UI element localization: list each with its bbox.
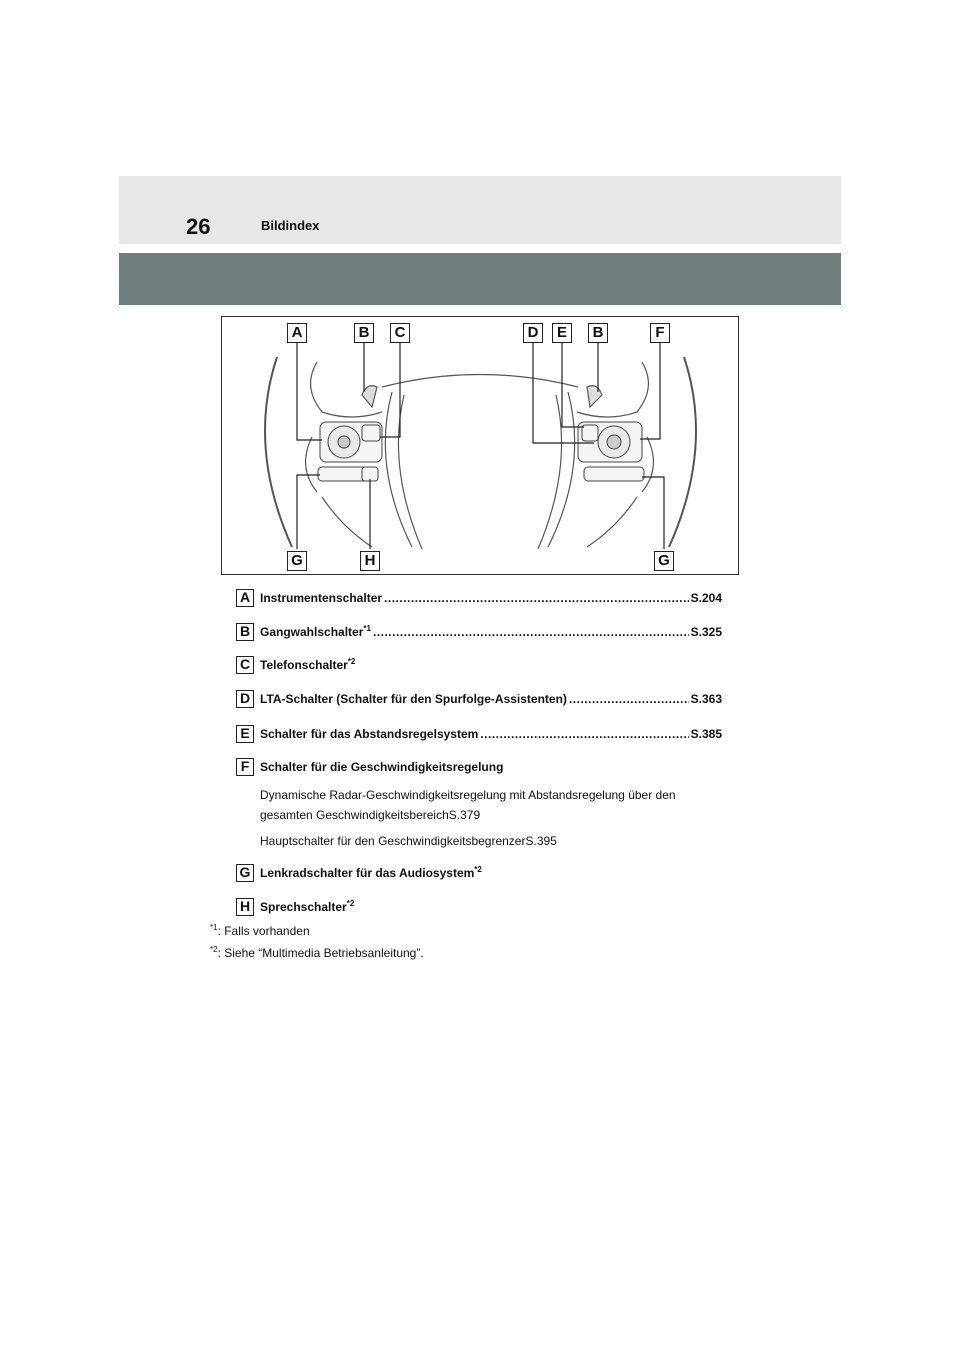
label-b-right: B — [588, 323, 608, 343]
entry-text: Schalter für das Abstandsregelsystem — [260, 727, 479, 741]
entry-key: A — [236, 589, 254, 607]
entry-page[interactable]: S.325 — [690, 625, 722, 639]
label-g-left: G — [287, 551, 307, 571]
section-title: Bildindex — [261, 218, 320, 233]
label-a: A — [287, 323, 307, 343]
section-band — [119, 253, 841, 305]
entry-text: Schalter für die Geschwindigkeitsregelung — [260, 760, 504, 774]
label-d: D — [523, 323, 543, 343]
entry-key: C — [236, 656, 254, 674]
entry-key: H — [236, 898, 254, 916]
label-h: H — [360, 551, 380, 571]
entry-key: E — [236, 725, 254, 743]
leader-dots — [569, 692, 689, 706]
subentry-page[interactable]: S.379 — [448, 808, 481, 822]
page-number: 26 — [186, 214, 211, 239]
subentry-radar-line1: Dynamische Radar-Geschwindigkeitsregelung mit Abstandsregelung über den — [260, 788, 676, 802]
entry-page[interactable]: S.385 — [690, 727, 722, 741]
leader-dots — [480, 727, 688, 741]
entry-key: B — [236, 623, 254, 641]
page-header — [119, 176, 841, 244]
footnote-text: : Falls vorhanden — [217, 924, 310, 938]
entry-page[interactable]: S.363 — [690, 692, 722, 706]
entry-key: F — [236, 758, 254, 776]
subentry-page[interactable]: S.395 — [525, 834, 557, 848]
steering-wheel-figure — [221, 316, 739, 575]
entry-text: Instrumentenschalter — [260, 591, 383, 605]
entry-key: G — [236, 864, 254, 882]
label-f: F — [650, 323, 670, 343]
subentry-radar — [260, 808, 722, 822]
footnote-mark: *2 — [210, 945, 218, 954]
label-g-right: G — [654, 551, 674, 571]
footnote-2 — [210, 946, 424, 960]
entry-text: Telefonschalter — [260, 658, 348, 672]
entry-text: Lenkradschalter für das Audiosystem — [260, 866, 475, 880]
footnote-ref: *1 — [363, 624, 371, 633]
entry-text: Sprechschalter — [260, 900, 347, 914]
footnote-ref: *2 — [474, 865, 482, 874]
subentry-text: gesamten Geschwindigkeitsbereich — [260, 808, 449, 822]
steering-wheel-illustration — [222, 317, 738, 574]
subentry-limiter — [260, 834, 722, 848]
entry-text: Gangwahlschalter — [260, 625, 364, 639]
footnote-ref: *2 — [346, 899, 355, 908]
footnote-1 — [210, 924, 310, 938]
subentry-text: Hauptschalter für den Geschwindigkeitsbegrenzer — [260, 834, 526, 848]
label-c: C — [390, 323, 410, 343]
label-b-left: B — [354, 323, 374, 343]
label-e: E — [552, 323, 572, 343]
leader-dots — [384, 591, 689, 605]
footnote-text: : Siehe “Multimedia Betriebsanleitung”. — [217, 946, 424, 960]
leader-dots — [373, 625, 689, 639]
footnote-ref: *2 — [347, 657, 356, 666]
entry-text: LTA-Schalter (Schalter für den Spurfolge-Assistenten) — [260, 692, 567, 706]
entry-page[interactable]: S.204 — [690, 591, 722, 605]
entry-key: D — [236, 690, 254, 708]
footnote-mark: *1 — [210, 923, 218, 932]
